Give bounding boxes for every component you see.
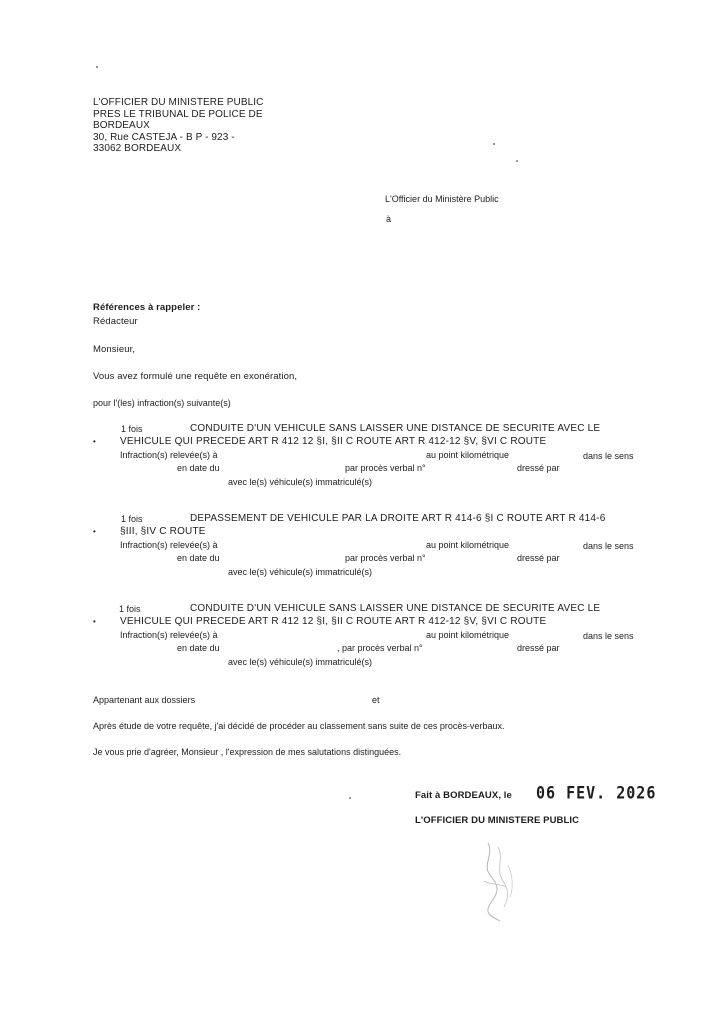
infraction-title: DEPASSEMENT DE VEHICULE PAR LA DROITE ART R 414-6 §I C ROUTE ART R 414-6	[190, 513, 606, 524]
sender-line: PRES LE TRIBUNAL DE POLICE DE	[93, 108, 263, 120]
bullet-icon: •	[93, 617, 96, 626]
intro-line: Vous avez formulé une requête en exonération,	[93, 371, 298, 382]
infraction-direction-label: dans le sens	[583, 631, 634, 641]
sender-line: 30, Rue CASTEJA - B P - 923 -	[93, 131, 235, 143]
sender-line: 33062 BORDEAUX	[93, 143, 182, 154]
infraction-location-label: Infraction(s) relevée(s) à	[120, 630, 218, 640]
infraction-vehicle-label: avec le(s) véhicule(s) immatriculé(s)	[228, 657, 373, 667]
closing-text: Je vous prie d'agréer, Monsieur , l'expression de mes salutations distinguées.	[93, 747, 402, 757]
recipient-preposition: à	[386, 214, 392, 224]
infraction-direction-label: dans le sens	[583, 541, 634, 551]
infraction-location-label: Infraction(s) relevée(s) à	[120, 450, 218, 460]
infraction-pv-label: par procès verbal n°	[345, 463, 426, 473]
infraction-title: CONDUITE D'UN VEHICULE SANS LAISSER UNE DISTANCE DE SECURITE AVEC LE	[190, 423, 601, 434]
infraction-count: 1 fois	[119, 604, 141, 614]
decision-text: Après étude de votre requête, j'ai décidé de procéder au classement sans suite de ces procès-verbaux.	[93, 721, 505, 731]
scan-speck	[516, 160, 518, 162]
infraction-count: 1 fois	[121, 424, 143, 434]
infraction-title: §III, §IV C ROUTE	[120, 526, 206, 537]
signature-scribble	[470, 835, 530, 925]
infraction-title: CONDUITE D'UN VEHICULE SANS LAISSER UNE DISTANCE DE SECURITE AVEC LE	[190, 603, 601, 614]
infraction-issuer-label: dressé par	[517, 643, 560, 653]
sender-line: BORDEAUX	[93, 120, 150, 131]
references-label: Références à rappeler :	[93, 302, 201, 313]
date-stamp: 06 FEV. 2026	[536, 783, 657, 803]
infraction-vehicle-label: avec le(s) véhicule(s) immatriculé(s)	[228, 477, 373, 487]
infraction-title: VEHICULE QUI PRECEDE ART R 412 12 §I, §II C ROUTE ART R 412-12 §V, §VI C ROUTE	[120, 616, 547, 627]
scan-speck	[96, 66, 98, 68]
infraction-km-label: au point kilométrique	[426, 450, 510, 460]
infraction-pv-label: , par procès verbal n°	[337, 643, 423, 653]
infraction-pv-label: par procès verbal n°	[345, 553, 426, 563]
infraction-issuer-label: dressé par	[517, 553, 560, 563]
intro-line: pour l'(les) infraction(s) suivante(s)	[93, 398, 231, 408]
dossiers-label: Appartenant aux dossiers	[93, 695, 196, 705]
bullet-icon: •	[93, 437, 96, 446]
infraction-km-label: au point kilométrique	[426, 540, 510, 550]
scan-speck	[493, 143, 495, 145]
infraction-location-label: Infraction(s) relevée(s) à	[120, 540, 218, 550]
infraction-issuer-label: dressé par	[517, 463, 560, 473]
infraction-direction-label: dans le sens	[583, 451, 634, 461]
infraction-count: 1 fois	[121, 514, 143, 524]
signature-title: L'OFFICIER DU MINISTERE PUBLIC	[415, 815, 580, 826]
redacteur-label: Rédacteur	[93, 316, 138, 327]
bullet-icon: •	[93, 527, 96, 536]
dossiers-et: et	[372, 695, 380, 705]
place-date-label: Fait à BORDEAUX, le	[415, 790, 512, 801]
sender-address	[93, 97, 264, 155]
recipient-name: L'Officier du Ministère Public	[385, 194, 499, 204]
infraction-date-label: en date du	[177, 553, 220, 563]
scan-speck	[349, 797, 351, 799]
infraction-date-label: en date du	[177, 643, 220, 653]
greeting: Monsieur,	[93, 344, 136, 355]
infraction-date-label: en date du	[177, 463, 220, 473]
infraction-vehicle-label: avec le(s) véhicule(s) immatriculé(s)	[228, 567, 373, 577]
sender-line: L'OFFICIER DU MINISTERE PUBLIC	[93, 97, 264, 108]
infraction-title: VEHICULE QUI PRECEDE ART R 412 12 §I, §II C ROUTE ART R 412-12 §V, §VI C ROUTE	[120, 436, 547, 447]
infraction-km-label: au point kilométrique	[426, 630, 510, 640]
